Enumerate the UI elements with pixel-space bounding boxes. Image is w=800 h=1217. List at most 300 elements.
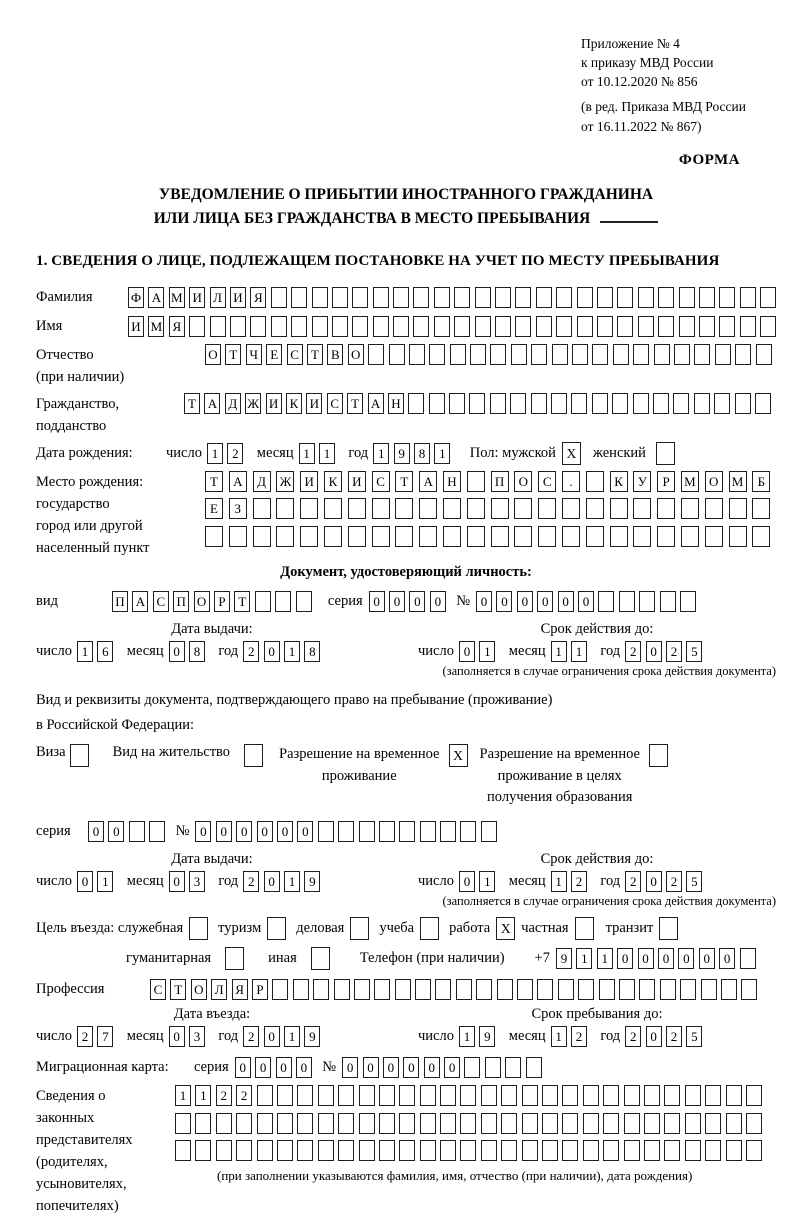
char-box[interactable] xyxy=(272,979,288,1000)
char-box[interactable]: 1 xyxy=(373,443,389,464)
char-box[interactable]: 1 xyxy=(299,443,315,464)
char-box[interactable] xyxy=(658,316,674,337)
char-box[interactable]: 0 xyxy=(257,821,273,842)
char-box[interactable] xyxy=(522,1085,538,1106)
char-box[interactable]: 2 xyxy=(625,641,641,662)
char-box[interactable] xyxy=(338,1085,354,1106)
char-box[interactable] xyxy=(456,979,472,1000)
char-box[interactable] xyxy=(419,498,437,519)
char-box[interactable] xyxy=(681,498,699,519)
char-box[interactable] xyxy=(680,591,696,612)
purpose-private-checkbox[interactable] xyxy=(575,917,594,940)
char-box[interactable] xyxy=(752,526,770,547)
char-box[interactable] xyxy=(495,316,511,337)
char-box[interactable] xyxy=(372,498,390,519)
char-box[interactable]: 1 xyxy=(77,641,93,662)
char-box[interactable] xyxy=(379,1085,395,1106)
char-box[interactable] xyxy=(338,1113,354,1134)
char-box[interactable] xyxy=(556,287,572,308)
char-box[interactable]: 5 xyxy=(686,641,702,662)
char-box[interactable]: 2 xyxy=(243,1026,259,1047)
char-box[interactable] xyxy=(705,498,723,519)
char-box[interactable]: С xyxy=(327,393,343,414)
char-box[interactable]: М xyxy=(681,471,699,492)
char-box[interactable] xyxy=(318,1085,334,1106)
char-box[interactable]: 0 xyxy=(617,948,633,969)
char-box[interactable]: 0 xyxy=(699,948,715,969)
char-box[interactable] xyxy=(250,316,266,337)
char-box[interactable]: 0 xyxy=(363,1057,379,1078)
char-box[interactable] xyxy=(511,344,527,365)
char-box[interactable] xyxy=(760,316,776,337)
char-box[interactable]: 7 xyxy=(97,1026,113,1047)
char-box[interactable] xyxy=(673,393,689,414)
purpose-business-checkbox[interactable] xyxy=(350,917,369,940)
char-box[interactable] xyxy=(374,979,390,1000)
char-box[interactable] xyxy=(657,526,675,547)
char-box[interactable] xyxy=(597,316,613,337)
char-box[interactable] xyxy=(470,344,486,365)
char-box[interactable]: 1 xyxy=(195,1085,211,1106)
char-box[interactable]: 6 xyxy=(97,641,113,662)
char-box[interactable] xyxy=(619,979,635,1000)
char-box[interactable] xyxy=(210,316,226,337)
char-box[interactable] xyxy=(552,344,568,365)
purpose-transit-checkbox[interactable] xyxy=(659,917,678,940)
char-box[interactable] xyxy=(701,979,717,1000)
char-box[interactable]: 2 xyxy=(571,1026,587,1047)
char-box[interactable] xyxy=(359,1113,375,1134)
char-box[interactable] xyxy=(175,1113,191,1134)
char-box[interactable] xyxy=(359,1085,375,1106)
char-box[interactable] xyxy=(300,498,318,519)
char-box[interactable] xyxy=(613,344,629,365)
char-box[interactable] xyxy=(271,316,287,337)
char-box[interactable]: 8 xyxy=(304,641,320,662)
char-box[interactable] xyxy=(583,1085,599,1106)
char-box[interactable] xyxy=(705,1140,721,1161)
char-box[interactable] xyxy=(522,1140,538,1161)
char-box[interactable] xyxy=(216,1113,232,1134)
char-box[interactable] xyxy=(379,1113,395,1134)
char-box[interactable]: 1 xyxy=(175,1085,191,1106)
char-box[interactable] xyxy=(359,821,375,842)
char-box[interactable] xyxy=(399,1085,415,1106)
char-box[interactable]: О xyxy=(205,344,221,365)
char-box[interactable] xyxy=(538,526,556,547)
char-box[interactable]: 0 xyxy=(342,1057,358,1078)
char-box[interactable] xyxy=(277,1140,293,1161)
char-box[interactable] xyxy=(664,1113,680,1134)
char-box[interactable] xyxy=(467,498,485,519)
char-box[interactable] xyxy=(715,344,731,365)
char-box[interactable] xyxy=(236,1140,252,1161)
char-box[interactable]: М xyxy=(729,471,747,492)
char-box[interactable] xyxy=(395,979,411,1000)
char-box[interactable] xyxy=(440,1113,456,1134)
char-box[interactable]: 0 xyxy=(383,1057,399,1078)
char-box[interactable] xyxy=(205,526,223,547)
char-box[interactable] xyxy=(476,979,492,1000)
char-box[interactable] xyxy=(379,821,395,842)
char-box[interactable] xyxy=(440,821,456,842)
char-box[interactable] xyxy=(514,526,532,547)
char-box[interactable]: С xyxy=(538,471,556,492)
char-box[interactable] xyxy=(719,287,735,308)
char-box[interactable] xyxy=(598,591,614,612)
char-box[interactable]: 0 xyxy=(517,591,533,612)
char-box[interactable] xyxy=(597,287,613,308)
char-box[interactable] xyxy=(537,979,553,1000)
char-box[interactable] xyxy=(491,498,509,519)
char-box[interactable] xyxy=(721,979,737,1000)
char-box[interactable] xyxy=(253,526,271,547)
char-box[interactable]: И xyxy=(306,393,322,414)
char-box[interactable]: К xyxy=(286,393,302,414)
char-box[interactable] xyxy=(660,591,676,612)
char-box[interactable] xyxy=(429,344,445,365)
char-box[interactable]: 0 xyxy=(719,948,735,969)
char-box[interactable] xyxy=(318,821,334,842)
char-box[interactable]: П xyxy=(112,591,128,612)
char-box[interactable] xyxy=(368,344,384,365)
char-box[interactable] xyxy=(277,1113,293,1134)
char-box[interactable] xyxy=(297,1140,313,1161)
char-box[interactable] xyxy=(633,526,651,547)
char-box[interactable] xyxy=(276,526,294,547)
char-box[interactable] xyxy=(633,344,649,365)
char-box[interactable]: 0 xyxy=(264,871,280,892)
char-box[interactable] xyxy=(420,1113,436,1134)
char-box[interactable]: 5 xyxy=(686,1026,702,1047)
char-box[interactable] xyxy=(354,979,370,1000)
temp-residence-edu-checkbox[interactable] xyxy=(649,744,668,767)
char-box[interactable] xyxy=(617,316,633,337)
char-box[interactable] xyxy=(257,1113,273,1134)
char-box[interactable] xyxy=(752,498,770,519)
char-box[interactable]: А xyxy=(368,393,384,414)
char-box[interactable]: 0 xyxy=(88,821,104,842)
char-box[interactable] xyxy=(435,979,451,1000)
char-box[interactable]: И xyxy=(230,287,246,308)
char-box[interactable] xyxy=(679,316,695,337)
char-box[interactable]: 1 xyxy=(284,641,300,662)
char-box[interactable] xyxy=(501,1140,517,1161)
char-box[interactable]: З xyxy=(229,498,247,519)
char-box[interactable] xyxy=(599,979,615,1000)
char-box[interactable] xyxy=(741,979,757,1000)
char-box[interactable]: 1 xyxy=(571,641,587,662)
char-box[interactable] xyxy=(694,344,710,365)
char-box[interactable] xyxy=(372,526,390,547)
char-box[interactable]: 0 xyxy=(216,821,232,842)
purpose-tourism-checkbox[interactable] xyxy=(267,917,286,940)
char-box[interactable]: 0 xyxy=(195,821,211,842)
char-box[interactable]: С xyxy=(287,344,303,365)
char-box[interactable] xyxy=(586,498,604,519)
char-box[interactable] xyxy=(467,471,485,492)
char-box[interactable] xyxy=(149,821,165,842)
char-box[interactable]: Ч xyxy=(246,344,262,365)
char-box[interactable] xyxy=(257,1085,273,1106)
char-box[interactable] xyxy=(334,979,350,1000)
char-box[interactable] xyxy=(189,316,205,337)
char-box[interactable]: А xyxy=(204,393,220,414)
char-box[interactable] xyxy=(531,344,547,365)
char-box[interactable] xyxy=(505,1057,521,1078)
char-box[interactable]: 0 xyxy=(296,1057,312,1078)
char-box[interactable] xyxy=(536,316,552,337)
char-box[interactable]: 0 xyxy=(276,1057,292,1078)
char-box[interactable]: 1 xyxy=(479,871,495,892)
char-box[interactable]: 0 xyxy=(496,591,512,612)
char-box[interactable]: 1 xyxy=(597,948,613,969)
char-box[interactable] xyxy=(685,1085,701,1106)
char-box[interactable] xyxy=(440,1140,456,1161)
char-box[interactable]: 0 xyxy=(409,591,425,612)
char-box[interactable] xyxy=(352,287,368,308)
char-box[interactable]: Н xyxy=(388,393,404,414)
char-box[interactable] xyxy=(318,1140,334,1161)
char-box[interactable] xyxy=(434,316,450,337)
char-box[interactable] xyxy=(674,344,690,365)
char-box[interactable] xyxy=(443,498,461,519)
char-box[interactable] xyxy=(644,1113,660,1134)
char-box[interactable] xyxy=(664,1140,680,1161)
char-box[interactable] xyxy=(491,526,509,547)
char-box[interactable] xyxy=(393,316,409,337)
char-box[interactable] xyxy=(735,393,751,414)
char-box[interactable] xyxy=(542,1140,558,1161)
purpose-official-checkbox[interactable] xyxy=(189,917,208,940)
char-box[interactable] xyxy=(395,498,413,519)
char-box[interactable]: Т xyxy=(225,344,241,365)
char-box[interactable] xyxy=(639,591,655,612)
char-box[interactable]: 1 xyxy=(319,443,335,464)
char-box[interactable] xyxy=(551,393,567,414)
char-box[interactable] xyxy=(699,287,715,308)
char-box[interactable]: П xyxy=(491,471,509,492)
char-box[interactable] xyxy=(699,316,715,337)
char-box[interactable] xyxy=(726,1085,742,1106)
char-box[interactable]: 3 xyxy=(189,871,205,892)
char-box[interactable]: 0 xyxy=(658,948,674,969)
char-box[interactable] xyxy=(624,1140,640,1161)
char-box[interactable]: И xyxy=(128,316,144,337)
purpose-other-checkbox[interactable] xyxy=(311,947,330,970)
char-box[interactable] xyxy=(393,287,409,308)
char-box[interactable] xyxy=(726,1140,742,1161)
char-box[interactable] xyxy=(531,393,547,414)
char-box[interactable] xyxy=(562,498,580,519)
char-box[interactable]: 8 xyxy=(414,443,430,464)
char-box[interactable]: У xyxy=(633,471,651,492)
char-box[interactable] xyxy=(293,979,309,1000)
char-box[interactable]: А xyxy=(419,471,437,492)
char-box[interactable]: Т xyxy=(234,591,250,612)
char-box[interactable] xyxy=(312,287,328,308)
char-box[interactable] xyxy=(592,393,608,414)
char-box[interactable]: Р xyxy=(657,471,675,492)
char-box[interactable]: 0 xyxy=(646,1026,662,1047)
char-box[interactable] xyxy=(617,287,633,308)
char-box[interactable] xyxy=(276,498,294,519)
char-box[interactable] xyxy=(719,316,735,337)
char-box[interactable] xyxy=(654,344,670,365)
char-box[interactable]: 1 xyxy=(207,443,223,464)
char-box[interactable] xyxy=(624,1113,640,1134)
temp-residence-checkbox[interactable]: X xyxy=(449,744,468,767)
char-box[interactable] xyxy=(481,1085,497,1106)
char-box[interactable] xyxy=(638,316,654,337)
char-box[interactable]: 0 xyxy=(369,591,385,612)
char-box[interactable] xyxy=(454,316,470,337)
char-box[interactable]: А xyxy=(229,471,247,492)
char-box[interactable] xyxy=(592,344,608,365)
char-box[interactable] xyxy=(517,979,533,1000)
char-box[interactable] xyxy=(522,1113,538,1134)
char-box[interactable]: 2 xyxy=(243,871,259,892)
char-box[interactable] xyxy=(373,316,389,337)
char-box[interactable]: Д xyxy=(253,471,271,492)
char-box[interactable] xyxy=(469,393,485,414)
char-box[interactable] xyxy=(318,1113,334,1134)
char-box[interactable] xyxy=(312,316,328,337)
char-box[interactable]: 0 xyxy=(646,871,662,892)
char-box[interactable] xyxy=(297,1113,313,1134)
char-box[interactable]: И xyxy=(266,393,282,414)
char-box[interactable] xyxy=(714,393,730,414)
char-box[interactable]: Т xyxy=(395,471,413,492)
char-box[interactable]: 9 xyxy=(304,1026,320,1047)
char-box[interactable]: А xyxy=(132,591,148,612)
char-box[interactable]: 0 xyxy=(638,948,654,969)
char-box[interactable] xyxy=(255,591,271,612)
char-box[interactable] xyxy=(685,1140,701,1161)
char-box[interactable]: 1 xyxy=(479,641,495,662)
char-box[interactable] xyxy=(129,821,145,842)
char-box[interactable]: 0 xyxy=(537,591,553,612)
char-box[interactable] xyxy=(526,1057,542,1078)
char-box[interactable]: О xyxy=(705,471,723,492)
char-box[interactable] xyxy=(420,1140,436,1161)
char-box[interactable] xyxy=(420,1085,436,1106)
char-box[interactable]: 0 xyxy=(424,1057,440,1078)
char-box[interactable]: 2 xyxy=(216,1085,232,1106)
char-box[interactable]: Т xyxy=(205,471,223,492)
char-box[interactable] xyxy=(450,344,466,365)
char-box[interactable]: 1 xyxy=(97,871,113,892)
char-box[interactable] xyxy=(395,526,413,547)
char-box[interactable]: 1 xyxy=(459,1026,475,1047)
char-box[interactable] xyxy=(746,1140,762,1161)
char-box[interactable] xyxy=(603,1113,619,1134)
char-box[interactable] xyxy=(501,1113,517,1134)
char-box[interactable] xyxy=(644,1085,660,1106)
char-box[interactable] xyxy=(577,316,593,337)
char-box[interactable]: 0 xyxy=(277,821,293,842)
char-box[interactable]: О xyxy=(348,344,364,365)
char-box[interactable]: 2 xyxy=(625,871,641,892)
char-box[interactable] xyxy=(578,979,594,1000)
char-box[interactable]: Т xyxy=(170,979,186,1000)
char-box[interactable]: 1 xyxy=(434,443,450,464)
char-box[interactable] xyxy=(338,821,354,842)
char-box[interactable] xyxy=(638,287,654,308)
char-box[interactable]: 5 xyxy=(686,871,702,892)
char-box[interactable] xyxy=(460,1085,476,1106)
char-box[interactable]: Т xyxy=(184,393,200,414)
char-box[interactable]: 0 xyxy=(403,1057,419,1078)
char-box[interactable] xyxy=(612,393,628,414)
char-box[interactable] xyxy=(297,1085,313,1106)
char-box[interactable]: 1 xyxy=(284,1026,300,1047)
char-box[interactable] xyxy=(230,316,246,337)
char-box[interactable] xyxy=(236,1113,252,1134)
char-box[interactable] xyxy=(389,344,405,365)
char-box[interactable] xyxy=(373,287,389,308)
char-box[interactable] xyxy=(409,344,425,365)
char-box[interactable] xyxy=(735,344,751,365)
char-box[interactable]: 2 xyxy=(666,641,682,662)
char-box[interactable] xyxy=(419,526,437,547)
char-box[interactable]: 2 xyxy=(236,1085,252,1106)
char-box[interactable] xyxy=(740,948,756,969)
char-box[interactable] xyxy=(324,526,342,547)
char-box[interactable]: 9 xyxy=(556,948,572,969)
char-box[interactable]: 0 xyxy=(459,641,475,662)
char-box[interactable]: 2 xyxy=(666,1026,682,1047)
char-box[interactable]: А xyxy=(148,287,164,308)
char-box[interactable] xyxy=(481,1113,497,1134)
char-box[interactable] xyxy=(497,979,513,1000)
char-box[interactable]: 0 xyxy=(255,1057,271,1078)
char-box[interactable]: 8 xyxy=(189,641,205,662)
char-box[interactable]: 0 xyxy=(646,641,662,662)
char-box[interactable]: Е xyxy=(205,498,223,519)
char-box[interactable]: 1 xyxy=(551,1026,567,1047)
char-box[interactable] xyxy=(195,1113,211,1134)
char-box[interactable]: 2 xyxy=(243,641,259,662)
char-box[interactable] xyxy=(729,498,747,519)
char-box[interactable] xyxy=(603,1140,619,1161)
char-box[interactable] xyxy=(481,1140,497,1161)
char-box[interactable] xyxy=(415,979,431,1000)
char-box[interactable] xyxy=(440,1085,456,1106)
char-box[interactable]: 0 xyxy=(264,641,280,662)
char-box[interactable] xyxy=(481,821,497,842)
char-box[interactable] xyxy=(556,316,572,337)
char-box[interactable]: 0 xyxy=(459,871,475,892)
char-box[interactable] xyxy=(313,979,329,1000)
char-box[interactable] xyxy=(413,316,429,337)
char-box[interactable] xyxy=(332,316,348,337)
char-box[interactable]: 0 xyxy=(444,1057,460,1078)
char-box[interactable]: М xyxy=(148,316,164,337)
purpose-work-checkbox[interactable]: X xyxy=(496,917,515,940)
char-box[interactable]: Е xyxy=(266,344,282,365)
char-box[interactable] xyxy=(694,393,710,414)
char-box[interactable] xyxy=(291,316,307,337)
char-box[interactable] xyxy=(740,287,756,308)
char-box[interactable] xyxy=(639,979,655,1000)
char-box[interactable]: 0 xyxy=(235,1057,251,1078)
char-box[interactable] xyxy=(746,1085,762,1106)
char-box[interactable]: И xyxy=(300,471,318,492)
char-box[interactable] xyxy=(338,1140,354,1161)
char-box[interactable]: 0 xyxy=(169,1026,185,1047)
char-box[interactable] xyxy=(408,393,424,414)
